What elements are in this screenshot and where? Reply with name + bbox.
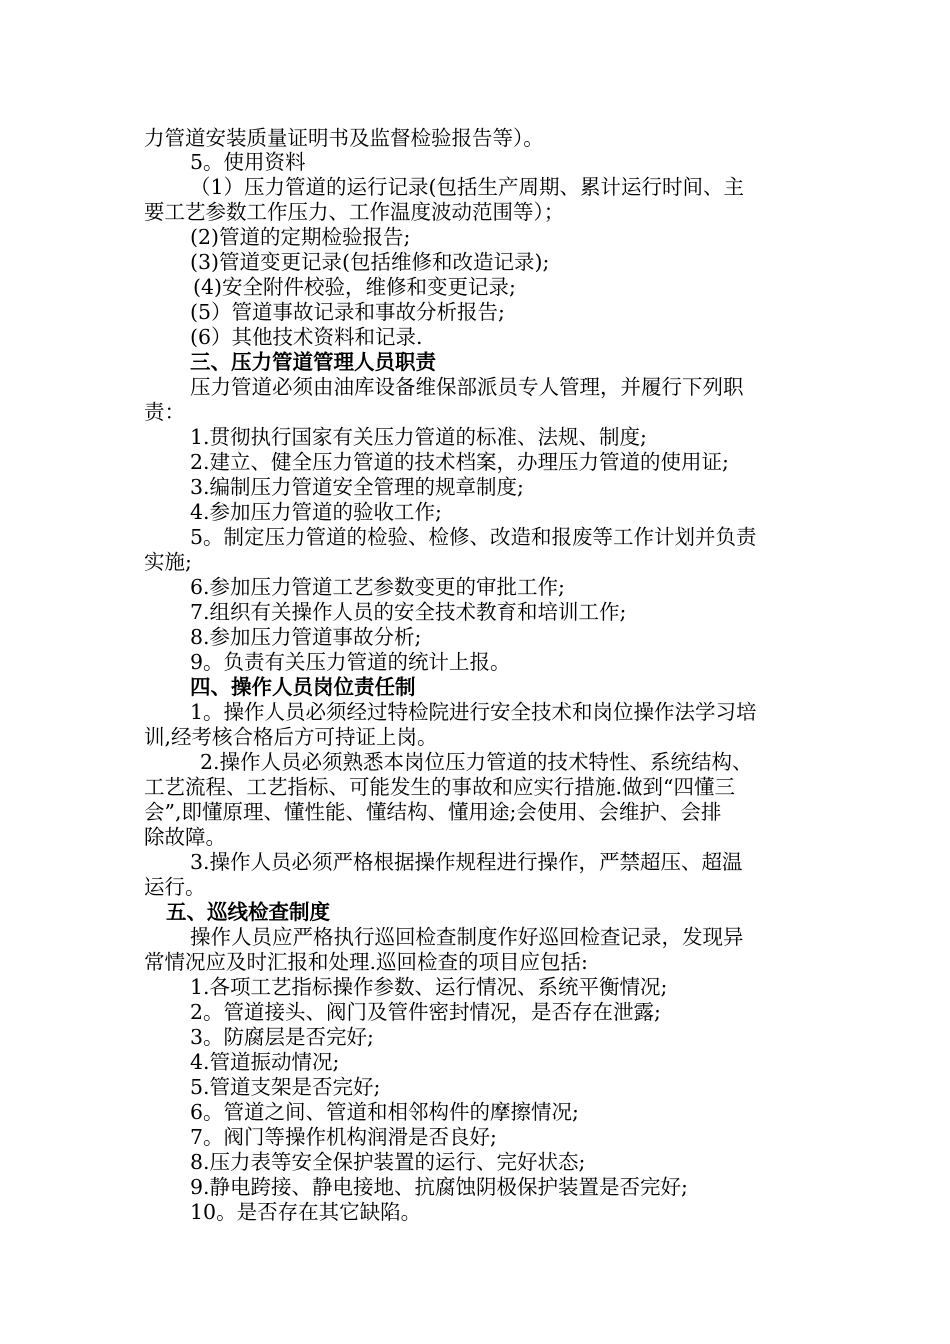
list-item: (5）管道事故记录和事故分析报告;: [190, 300, 505, 324]
text-line: 训,经考核合格后方可持证上岗。: [144, 725, 438, 749]
list-item: 3.编制压力管道安全管理的规章制度;: [190, 475, 524, 499]
list-item: (6）其他技术资料和记录.: [190, 325, 423, 349]
text-line: 工艺流程、工艺指标、可能发生的事故和应实行措施.做到“四懂三: [144, 775, 735, 799]
list-item: 6.参加压力管道工艺参数变更的审批工作;: [190, 575, 565, 599]
list-item: (4)安全附件校验，维修和变更记录;: [193, 275, 516, 299]
list-item: 2.建立、健全压力管道的技术档案，办理压力管道的使用证;: [190, 450, 729, 474]
text-line: 力管道安装质量证明书及监督检验报告等）。: [144, 126, 544, 150]
list-item: 3。防腐层是否完好;: [190, 1025, 374, 1049]
list-item: 2.操作人员必须熟悉本岗位压力管道的技术特性、系统结构、: [200, 750, 753, 774]
list-item: (3)管道变更记录(包括维修和改造记录);: [190, 250, 550, 274]
list-item: 1.贯彻执行国家有关压力管道的标准、法规、制度;: [190, 425, 647, 449]
list-item: 7。阀门等操作机构润滑是否良好;: [190, 1125, 497, 1149]
list-item: 1.各项工艺指标操作参数、运行情况、系统平衡情况;: [190, 975, 668, 999]
text-line: 运行。: [144, 875, 206, 899]
text-line: 会”,即懂原理、懂性能、懂结构、懂用途;会使用、会维护、会排: [144, 800, 722, 824]
list-item: 5.管道支架是否完好;: [190, 1075, 381, 1099]
list-item: 10。是否存在其它缺陷。: [190, 1200, 422, 1224]
list-item: 3.操作人员必须严格根据操作规程进行操作，严禁超压、超温: [190, 850, 743, 874]
text-line: 责：: [144, 400, 185, 424]
list-item: 1。操作人员必须经过特检院进行安全技术和岗位操作法学习培: [190, 700, 757, 724]
list-item: 2。管道接头、阀门及管件密封情况，是否存在泄露;: [190, 1000, 661, 1024]
list-item: (2)管道的定期检验报告;: [190, 225, 411, 249]
section-heading: 三、压力管道管理人员职责: [190, 350, 436, 374]
list-item: 5。使用资料: [190, 150, 306, 174]
list-item: 9。负责有关压力管道的统计上报。: [190, 650, 511, 674]
list-item: 5。制定压力管道的检验、检修、改造和报废等工作计划并负责: [190, 525, 757, 549]
text-line: 除故障。: [144, 825, 226, 849]
list-item: 6。管道之间、管道和相邻构件的摩擦情况;: [190, 1100, 579, 1124]
text-line: 实施;: [144, 550, 192, 574]
list-item: 4.管道振动情况;: [190, 1050, 340, 1074]
list-item: 7.组织有关操作人员的安全技术教育和培训工作;: [190, 600, 627, 624]
text-line: 要工艺参数工作压力、工作温度波动范围等）；: [144, 200, 565, 224]
list-item: 8.参加压力管道事故分析;: [190, 625, 422, 649]
list-item: 8.压力表等安全保护装置的运行、完好状态;: [190, 1150, 586, 1174]
text-line: （1）压力管道的运行记录(包括生产周期、累计运行时间、主: [190, 175, 745, 199]
text-line: 压力管道必须由油库设备维保部派员专人管理，并履行下列职: [190, 375, 744, 399]
text-line: 常情况应及时汇报和处理.巡回检查的项目应包括:: [144, 950, 588, 974]
section-heading: 四、操作人员岗位责任制: [190, 675, 416, 699]
list-item: 4.参加压力管道的验收工作;: [190, 500, 442, 524]
section-heading: 五、巡线检查制度: [166, 900, 330, 924]
list-item: 9.静电跨接、静电接地、抗腐蚀阴极保护装置是否完好;: [190, 1175, 688, 1199]
text-line: 操作人员应严格执行巡回检查制度作好巡回检查记录，发现异: [190, 925, 744, 949]
